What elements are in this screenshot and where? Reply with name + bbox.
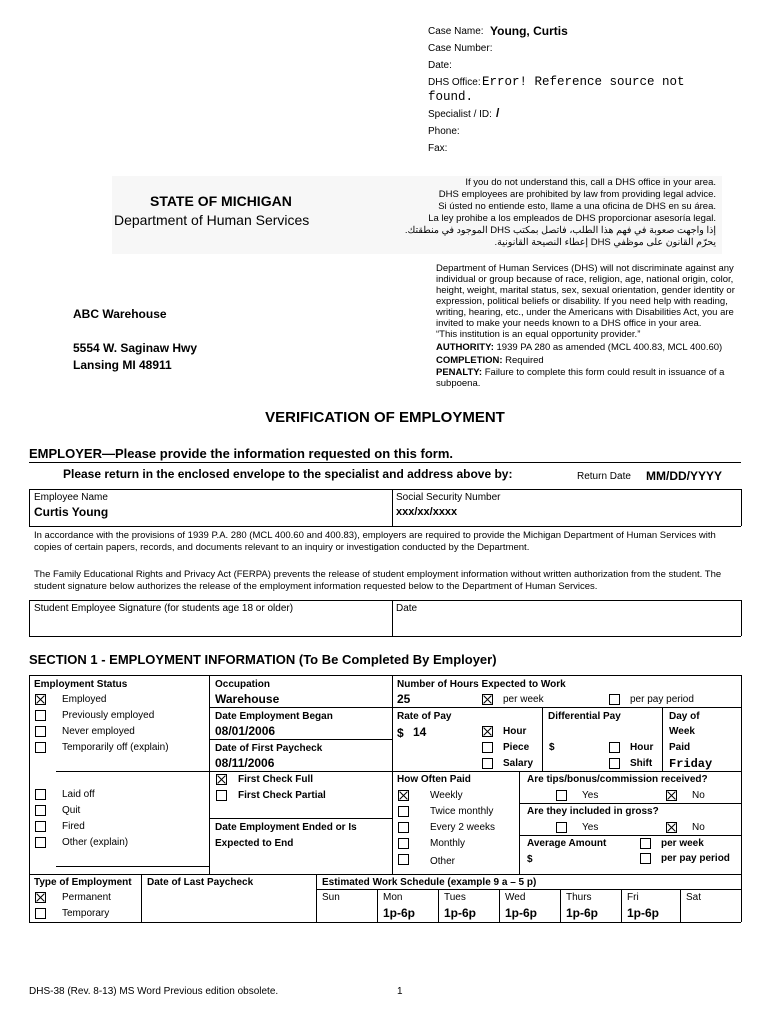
divider [542,707,543,771]
divider [392,707,741,708]
completion-text: Required [505,355,544,366]
divider [209,707,392,708]
divider [438,889,439,922]
date-label: Date: [428,60,452,71]
divider [519,835,741,836]
avg-per-pay-period-label: per pay period [661,853,730,864]
divider [29,636,741,637]
day-of-week-label-2: Week [669,726,695,737]
never-employed-checkbox[interactable] [35,726,46,737]
divider [29,600,30,636]
average-currency: $ [527,854,533,865]
divider [29,675,30,874]
differential-pay-label: Differential Pay [548,711,621,722]
differential-hour-label: Hour [630,742,654,753]
divider [499,889,500,922]
avg-per-pay-period-checkbox[interactable] [640,853,651,864]
laid-off-checkbox[interactable] [35,789,46,800]
day-of-week-label-3: Paid [669,742,691,753]
day-wed: Wed [505,892,526,903]
divider [377,889,378,922]
how-often-paid-label: How Often Paid [397,774,471,785]
schedule-wed-value[interactable]: 1p-6p [505,906,538,920]
employer-heading: EMPLOYER—Please provide the information requested on this form. [29,446,454,461]
employee-name-label: Employee Name [34,492,108,503]
notice-line-arabic: يحرّم القانون على موظفي DHS إعطاء النصيحة القانونية. [494,237,716,248]
divider [316,889,741,890]
penalty-text: Failure to complete this form could result in issuance of a subpoena. [436,367,725,389]
date-employment-began-value[interactable]: 08/01/2006 [215,724,276,738]
rate-piece-checkbox[interactable] [482,742,493,753]
divider [392,771,741,772]
explain-line [56,866,209,867]
return-date-value[interactable]: MM/DD/YYYY [646,469,723,483]
dhs-office-value-2: found. [428,90,474,104]
authority-label: AUTHORITY: [436,342,494,353]
address-street: 5554 W. Saginaw Hwy [73,341,198,355]
department-title: Department of Human Services [114,212,310,228]
penalty-label: PENALTY: [436,367,483,378]
twice-monthly-label: Twice monthly [430,806,494,817]
divider [29,922,741,923]
rate-hour-label: Hour [503,726,527,737]
type-of-employment-label: Type of Employment [34,877,132,888]
differential-shift-label: Shift [630,758,653,769]
state-title: STATE OF MICHIGAN [150,193,292,209]
schedule-fri-value[interactable]: 1p-6p [627,906,660,920]
divider [316,874,317,922]
authority-text: 1939 PA 280 as amended (MCL 400.83, MCL 400.60) [496,342,723,353]
gross-no-checkbox[interactable] [666,822,677,833]
hours-label: Number of Hours Expected to Work [397,679,566,690]
completion-line [436,355,736,366]
first-check-partial-checkbox[interactable] [216,790,227,801]
divider [621,889,622,922]
date-employment-began-label: Date Employment Began [215,711,333,722]
employed-checkbox[interactable] [35,694,46,705]
date-first-paycheck-value[interactable]: 08/11/2006 [215,756,275,770]
notice-line: Si ústed no entiende esto, llame a una oficina de DHS en su área. [438,201,716,212]
case-number-label: Case Number: [428,43,493,54]
employed-label: Employed [62,694,107,705]
rate-hour-checkbox[interactable] [482,726,493,737]
fired-label: Fired [62,821,85,832]
student-signature-label: Student Employee Signature (for students age 18 or older) [34,603,294,614]
tips-yes-checkbox[interactable] [556,790,567,801]
divider [209,818,392,819]
previously-employed-label: Previously employed [62,710,155,721]
divider [392,600,393,636]
temporarily-off-checkbox[interactable] [35,742,46,753]
notice-line: If you do not understand this, call a DHS office in your area. [465,177,716,188]
permanent-checkbox[interactable] [35,892,46,903]
return-date-label: Return Date [577,471,631,482]
every-2-weeks-label: Every 2 weeks [430,822,496,833]
day-of-week-paid-value[interactable]: Friday [669,757,713,771]
laid-off-label: Laid off [62,789,95,800]
per-week-label: per week [503,694,544,705]
monthly-label: Monthly [430,838,466,849]
permanent-label: Permanent [62,892,111,903]
divider [392,489,393,526]
case-name-label: Case Name: [428,26,484,37]
avg-per-week-label: per week [661,838,704,849]
divider [29,675,741,676]
authority-line [436,342,736,353]
divider [741,600,742,636]
date-first-paycheck-label: Date of First Paycheck [215,743,323,754]
weekly-checkbox[interactable] [398,790,409,801]
non-discrimination-body: Department of Human Services (DHS) will not discriminate against any individual or group because of race, religion, age, national origin, color, height, weight, marital status, sex, sexual orientation, gender identity or expression, political beliefs or disability. If you need help with reading, writing, hearing, etc., under the Americans with Disabilities Act, you are invited to make your needs known to a DHS office in your area. [436,263,735,329]
monthly-checkbox[interactable] [398,838,409,849]
divider [29,489,30,526]
equal-opportunity-text: “This institution is an equal opportunity provider.” [436,329,641,340]
form-title: VERIFICATION OF EMPLOYMENT [265,409,505,426]
twice-monthly-checkbox[interactable] [398,806,409,817]
fired-checkbox[interactable] [35,821,46,832]
student-date-label: Date [396,603,418,614]
return-instruction: Please return in the enclosed envelope to the specialist and address above by: [63,467,513,481]
rate-of-pay-label: Rate of Pay [397,711,452,722]
per-pay-period-label: per pay period [630,694,694,705]
quit-checkbox[interactable] [35,805,46,816]
rate-salary-label: Salary [503,758,534,769]
ssn-value[interactable]: xxx/xx/xxxx [396,506,458,518]
other-explain-checkbox[interactable] [35,837,46,848]
day-mon: Mon [383,892,403,903]
divider [662,707,663,771]
fax-label: Fax: [428,143,448,154]
temporary-checkbox[interactable] [35,908,46,919]
footer-form-id: DHS-38 (Rev. 8-13) MS Word Previous edition obsolete. [29,986,279,997]
differential-shift-checkbox[interactable] [609,758,620,769]
divider [29,526,741,527]
provisions-text: In accordance with the provisions of 1939 P.A. 280 (MCL 400.60 and 400.83), employers are required to provide the Michigan Department of Human Services with copies of certain papers, records, and documents relevant to an inquiry or investigation conducted by the Department. [34,530,716,553]
temporary-label: Temporary [62,908,110,919]
schedule-tues-value[interactable]: 1p-6p [444,906,477,920]
gross-yes-checkbox[interactable] [556,822,567,833]
divider [29,462,741,463]
footer-page-number: 1 [397,986,403,997]
dhs-office-label: DHS Office: [428,77,481,88]
ferpa-text: The Family Educational Rights and Privacy Act (FERPA) prevents the release of student employment information without written authorization from the student. The student signature below authorizes the release of the employment information requested below to the Department of Human Services. [34,569,722,592]
address-company: ABC Warehouse [73,307,167,321]
day-sat: Sat [686,892,702,903]
completion-label: COMPLETION: [436,355,503,366]
tips-question: Are tips/bonus/commission received? [527,774,708,785]
tips-no-label: No [692,790,705,801]
temporarily-off-label: Temporarily off (explain) [62,742,169,753]
section1-title: SECTION 1 - EMPLOYMENT INFORMATION (To Be Completed By Employer) [29,652,497,667]
rate-value[interactable]: 14 [413,725,427,739]
other-label: Other [430,856,456,867]
divider [209,771,392,772]
employment-status-label: Employment Status [34,679,128,690]
per-week-checkbox[interactable] [482,694,493,705]
rate-salary-checkbox[interactable] [482,758,493,769]
phone-label: Phone: [428,126,460,137]
avg-per-week-checkbox[interactable] [640,838,651,849]
divider [141,874,142,922]
language-notice [405,177,716,249]
divider [741,489,742,526]
schedule-mon-value[interactable]: 1p-6p [383,906,416,920]
never-employed-label: Never employed [62,726,135,737]
day-sun: Sun [322,892,340,903]
tips-yes-label: Yes [582,790,599,801]
previously-employed-checkbox[interactable] [35,710,46,721]
divider [741,675,742,874]
schedule-label: Estimated Work Schedule (example 9 a – 5 p) [322,877,537,888]
divider [519,771,520,874]
average-amount-label: Average Amount [527,838,607,849]
divider [519,803,741,804]
first-check-full-label: First Check Full [238,774,314,785]
divider [29,600,741,601]
rate-piece-label: Piece [503,742,530,753]
schedule-thurs-value[interactable]: 1p-6p [566,906,599,920]
other-checkbox[interactable] [398,854,409,865]
every-2-weeks-checkbox[interactable] [398,822,409,833]
hours-value[interactable]: 25 [397,692,411,706]
day-of-week-label-1: Day of [669,711,700,722]
address-city: Lansing MI 48911 [73,358,172,372]
divider [29,874,30,922]
date-ended-label-1: Date Employment Ended or Is [215,822,357,833]
occupation-value[interactable]: Warehouse [215,692,280,706]
dhs-office-value-1: Error! Reference source not [482,75,685,89]
differential-hour-checkbox[interactable] [609,742,620,753]
divider [560,889,561,922]
day-tues: Tues [444,892,466,903]
specialist-value[interactable]: / [496,106,500,120]
day-fri: Fri [627,892,639,903]
occupation-label: Occupation [215,679,271,690]
divider [680,889,681,922]
specialist-label: Specialist / ID: [428,109,492,120]
per-pay-period-checkbox[interactable] [609,694,620,705]
first-check-partial-label: First Check Partial [238,790,326,801]
gross-no-label: No [692,822,705,833]
gross-question: Are they included in gross? [527,806,659,817]
explain-line [56,771,209,772]
employee-name-value[interactable]: Curtis Young [34,505,109,519]
non-discrimination-text [436,263,736,389]
notice-line: La ley prohibe a los empleados de DHS proporcionar asesoría legal. [428,213,716,224]
divider [209,675,210,874]
divider [741,874,742,922]
tips-no-checkbox[interactable] [666,790,677,801]
notice-line-arabic: إذا واجهت صعوبة في فهم هذا الطلب، فاتصل بمكتب DHS الموجود في منطقتك. [404,225,716,236]
first-check-full-checkbox[interactable] [216,774,227,785]
penalty-line [436,367,736,389]
divider [29,874,741,875]
quit-label: Quit [62,805,81,816]
notice-line: DHS employees are prohibited by law from providing legal advice. [438,189,716,200]
day-thurs: Thurs [566,892,592,903]
divider [209,739,392,740]
other-explain-label: Other (explain) [62,837,129,848]
date-last-paycheck-label: Date of Last Paycheck [147,877,254,888]
gross-yes-label: Yes [582,822,599,833]
divider [29,489,741,490]
differential-currency: $ [549,742,555,753]
date-ended-label-2: Expected to End [215,838,294,849]
rate-currency: $ [397,726,404,740]
divider [392,675,393,874]
weekly-label: Weekly [430,790,463,801]
ssn-label: Social Security Number [396,492,501,503]
case-name-value[interactable]: Young, Curtis [490,24,568,38]
